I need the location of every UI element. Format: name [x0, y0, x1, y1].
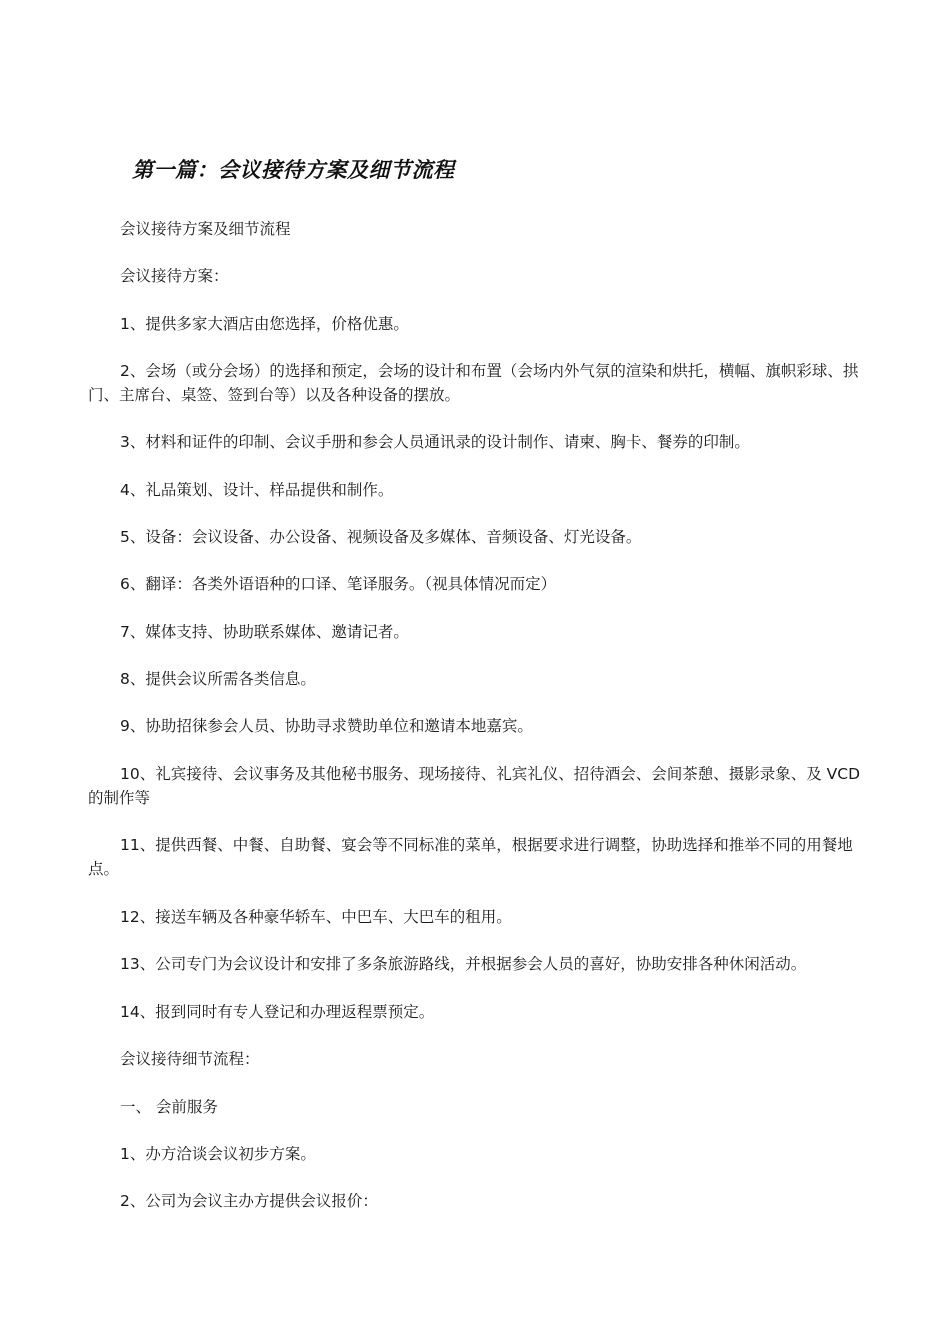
paragraph-detail-heading: 会议接待细节流程：	[120, 1050, 260, 1068]
paragraph-item-10: 10、礼宾接待、会议事务及其他秘书服务、现场接待、礼宾礼仪、招待酒会、会间茶憩、摄影录象、及 VCD 的制作等	[88, 765, 861, 807]
paragraph-item-2: 2、会场（或分会场）的选择和预定，会场的设计和布置（会场内外气氛的渲染和烘托，横幅、旗帜彩球、拱门、主席台、桌签、签到台等）以及各种设备的摆放。	[88, 362, 859, 404]
paragraph-detail-item-2: 2、公司为会议主办方提供会议报价：	[120, 1192, 378, 1210]
paragraph-item-12: 12、接送车辆及各种豪华轿车、中巴车、大巴车的租用。	[120, 908, 512, 926]
paragraph-item-7: 7、媒体支持、协助联系媒体、邀请记者。	[120, 623, 409, 641]
paragraph-section-1: 一、 会前服务	[120, 1098, 218, 1116]
paragraph-item-11: 11、提供西餐、中餐、自助餐、宴会等不同标准的菜单，根据要求进行调整，协助选择和推举不同的用餐地点。	[88, 836, 853, 878]
paragraph-detail-item-1: 1、办方洽谈会议初步方案。	[120, 1145, 316, 1163]
document-title: 第一篇：会议接待方案及细节流程	[132, 158, 455, 182]
paragraph-item-5: 5、设备：会议设备、办公设备、视频设备及多媒体、音频设备、灯光设备。	[120, 528, 642, 546]
paragraph-item-13: 13、公司专门为会议设计和安排了多条旅游路线，并根据参会人员的喜好，协助安排各种休闲活动。	[120, 955, 807, 973]
paragraph-item-14: 14、报到同时有专人登记和办理返程票预定。	[120, 1003, 435, 1021]
paragraph-item-9: 9、协助招徕参会人员、协助寻求赞助单位和邀请本地嘉宾。	[120, 717, 533, 735]
paragraph-intro-title: 会议接待方案及细节流程	[120, 220, 291, 238]
paragraph-plan-heading: 会议接待方案：	[120, 267, 229, 285]
paragraph-item-4: 4、礼品策划、设计、样品提供和制作。	[120, 481, 394, 499]
paragraph-item-3: 3、材料和证件的印制、会议手册和参会人员通讯录的设计制作、请柬、胸卡、餐券的印制。	[120, 433, 750, 451]
paragraph-item-6: 6、翻译：各类外语语种的口译、笔译服务。（视具体情况而定）	[120, 575, 557, 593]
paragraph-item-8: 8、提供会议所需各类信息。	[120, 670, 316, 688]
paragraph-item-1: 1、提供多家大酒店由您选择，价格优惠。	[120, 315, 409, 333]
